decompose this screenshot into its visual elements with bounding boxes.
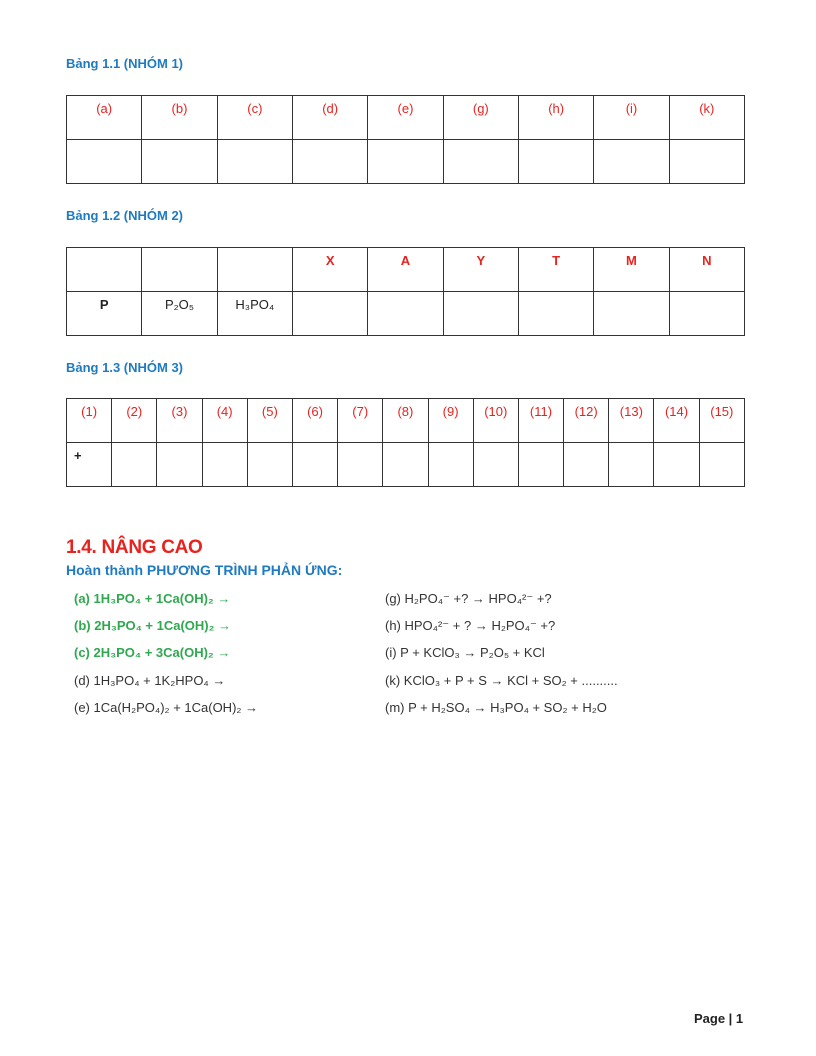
table2-header-row	[67, 248, 745, 292]
table1-answer-row	[67, 140, 745, 184]
table1-answer-cell[interactable]	[443, 140, 518, 184]
table2-answer-row	[67, 292, 745, 336]
table3-header-cell: (7)	[338, 399, 383, 443]
table2-header-cell: T	[518, 248, 593, 292]
table2-header-cell	[142, 248, 217, 292]
table1-header-cell: (i)	[594, 96, 669, 140]
table1-header-cell: (g)	[443, 96, 518, 140]
table3-answer-row	[67, 443, 745, 487]
table3-header-cell: (9)	[428, 399, 473, 443]
equation-d: (d) 1H₃PO₄ + 1K₂HPO₄ →	[74, 673, 226, 688]
table2-answer-cell[interactable]	[669, 292, 744, 336]
table3	[66, 398, 745, 487]
equation-m: (m) P + H₂SO₄ → H₃PO₄ + SO₂ + H₂O	[385, 700, 607, 715]
table3-answer-cell[interactable]	[428, 443, 473, 487]
table1-answer-cell[interactable]	[594, 140, 669, 184]
table2-answer-cell[interactable]	[368, 292, 443, 336]
table3-header-cell: (3)	[157, 399, 202, 443]
table1-answer-cell[interactable]	[142, 140, 217, 184]
table1-header-cell: (d)	[292, 96, 367, 140]
table3-answer-cell[interactable]	[609, 443, 654, 487]
table1-answer-cell[interactable]	[669, 140, 744, 184]
table3-answer-cell[interactable]	[112, 443, 157, 487]
equation-e: (e) 1Ca(H₂PO₄)₂ + 1Ca(OH)₂ →	[74, 700, 259, 715]
table2-answer-cell[interactable]	[518, 292, 593, 336]
table1-answer-cell[interactable]	[67, 140, 142, 184]
table2-header-cell	[67, 248, 142, 292]
table2-header-cell: M	[594, 248, 669, 292]
table1-answer-cell[interactable]	[518, 140, 593, 184]
table3-header-cell: (15)	[699, 399, 744, 443]
table2-header-cell: A	[368, 248, 443, 292]
table2-header-cell: Y	[443, 248, 518, 292]
table3-answer-cell[interactable]	[564, 443, 609, 487]
table2-answer-cell[interactable]	[594, 292, 669, 336]
section-subtitle: Hoàn thành PHƯƠNG TRÌNH PHẢN ỨNG:	[66, 562, 343, 578]
table3-answer-cell[interactable]	[292, 443, 337, 487]
table1-caption: Bảng 1.1 (NHÓM 1)	[66, 56, 184, 71]
table3-answer-cell[interactable]	[247, 443, 292, 487]
table1-header-cell: (k)	[669, 96, 744, 140]
table3-header-cell: (11)	[518, 399, 563, 443]
table1-header-cell: (b)	[142, 96, 217, 140]
table1-header-cell: (c)	[217, 96, 292, 140]
table3-header-cell: (1)	[67, 399, 112, 443]
table3-header-cell: (13)	[609, 399, 654, 443]
table3-header-row	[67, 399, 745, 443]
equation-i: (i) P + KClO₃ → P₂O₅ + KCl	[385, 645, 545, 660]
table2-answer-cell[interactable]	[443, 292, 518, 336]
table3-header-cell: (12)	[564, 399, 609, 443]
table3-answer-cell[interactable]	[473, 443, 518, 487]
table1-answer-cell[interactable]	[217, 140, 292, 184]
table3-plus-cell: +	[67, 443, 112, 487]
table2-caption: Bảng 1.2 (NHÓM 2)	[66, 208, 184, 223]
table3-header-cell: (5)	[247, 399, 292, 443]
table1-answer-cell[interactable]	[368, 140, 443, 184]
table3-answer-cell[interactable]	[157, 443, 202, 487]
table3-answer-cell[interactable]	[518, 443, 563, 487]
table3-header-cell: (6)	[292, 399, 337, 443]
table3-header-cell: (8)	[383, 399, 428, 443]
equation-c: (c) 2H₃PO₄ + 3Ca(OH)₂ →	[74, 645, 231, 660]
table1-header-cell: (h)	[518, 96, 593, 140]
equation-b: (b) 2H₃PO₄ + 1Ca(OH)₂ →	[74, 618, 232, 633]
table2-cell: H₃PO₄	[217, 292, 292, 336]
equation-g: (g) H₂PO₄⁻ +? → HPO₄²⁻ +?	[385, 591, 552, 606]
table2-cell: P₂O₅	[142, 292, 217, 336]
equation-a: (a) 1H₃PO₄ + 1Ca(OH)₂ →	[74, 591, 231, 606]
table3-answer-cell[interactable]	[383, 443, 428, 487]
table2-header-cell: X	[292, 248, 367, 292]
table3-caption: Bảng 1.3 (NHÓM 3)	[66, 360, 184, 375]
table1-header-cell: (e)	[368, 96, 443, 140]
table3-header-cell: (2)	[112, 399, 157, 443]
table2	[66, 247, 745, 336]
table1-header-cell: (a)	[67, 96, 142, 140]
table1	[66, 95, 745, 184]
equation-h: (h) HPO₄²⁻ + ? → H₂PO₄⁻ +?	[385, 618, 556, 633]
table3-header-cell: (4)	[202, 399, 247, 443]
equation-k: (k) KClO₃ + P + S → KCl + SO₂ + ..........	[385, 673, 618, 688]
table2-cell: P	[67, 292, 142, 336]
table3-answer-cell[interactable]	[699, 443, 744, 487]
table2-answer-cell[interactable]	[292, 292, 367, 336]
table2-header-cell: N	[669, 248, 744, 292]
table3-answer-cell[interactable]	[654, 443, 699, 487]
table1-answer-cell[interactable]	[292, 140, 367, 184]
table3-header-cell: (14)	[654, 399, 699, 443]
table3-header-cell: (10)	[473, 399, 518, 443]
table3-answer-cell[interactable]	[338, 443, 383, 487]
table3-answer-cell[interactable]	[202, 443, 247, 487]
table2-header-cell	[217, 248, 292, 292]
section-title: 1.4. NÂNG CAO	[66, 537, 203, 558]
table1-header-row	[67, 96, 745, 140]
page-number: Page | 1	[694, 1011, 744, 1026]
